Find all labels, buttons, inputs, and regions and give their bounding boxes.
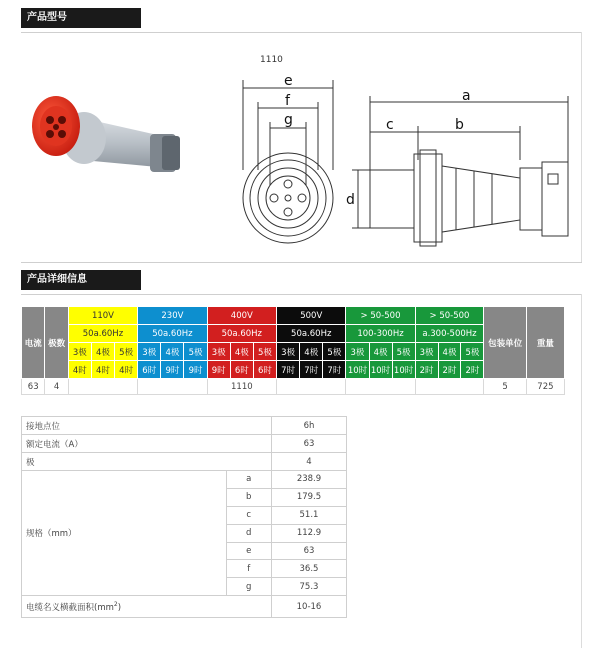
cell-pack: 5 bbox=[484, 379, 526, 395]
hour-cell: 7时 bbox=[323, 361, 346, 379]
cell-poles: 4 bbox=[45, 379, 68, 395]
pole-cell: 3极 bbox=[277, 343, 300, 361]
hour-cell: 6时 bbox=[230, 361, 253, 379]
dim-value: 179.5 bbox=[271, 488, 346, 506]
dim-key: f bbox=[226, 560, 271, 578]
header-current: 电流 bbox=[22, 307, 45, 379]
dim-key: g bbox=[226, 578, 271, 596]
pole-cell: 5极 bbox=[392, 343, 415, 361]
hour-cell: 4时 bbox=[115, 361, 138, 379]
dim-label-a: a bbox=[462, 88, 471, 104]
dim-key: b bbox=[226, 488, 271, 506]
volt-230: 230V bbox=[138, 307, 207, 325]
section-title-detail bbox=[21, 270, 141, 290]
hour-cell: 4时 bbox=[68, 361, 91, 379]
header-pack: 包装单位 bbox=[484, 307, 526, 379]
cell-weight: 725 bbox=[526, 379, 564, 395]
spec-label-size: 规格（mm） bbox=[22, 471, 227, 596]
freq-230: 50a.60Hz bbox=[138, 325, 207, 343]
header-poles: 极数 bbox=[45, 307, 68, 379]
spec-value-cable: 10-16 bbox=[271, 596, 346, 618]
hour-cell: 2时 bbox=[461, 361, 484, 379]
spec-value-poles: 4 bbox=[271, 453, 346, 471]
dim-key: a bbox=[226, 471, 271, 489]
freq-400: 50a.60Hz bbox=[207, 325, 276, 343]
pole-cell: 4极 bbox=[230, 343, 253, 361]
dim-label-g: g bbox=[284, 112, 293, 128]
table-row bbox=[22, 379, 565, 395]
pole-cell: 4极 bbox=[369, 343, 392, 361]
pole-cell: 3极 bbox=[346, 343, 369, 361]
cell-empty bbox=[277, 379, 346, 395]
pole-cell: 5极 bbox=[253, 343, 276, 361]
spec-label-poles: 极 bbox=[22, 453, 272, 471]
hour-cell: 2时 bbox=[415, 361, 438, 379]
drawing-model-label: 1110 bbox=[260, 55, 283, 65]
pole-cell: 3极 bbox=[415, 343, 438, 361]
spec-row bbox=[22, 471, 347, 489]
hour-cell: 4时 bbox=[91, 361, 114, 379]
dim-value: 51.1 bbox=[271, 506, 346, 524]
freq-500: 50a.60Hz bbox=[277, 325, 346, 343]
section-divider bbox=[21, 294, 582, 295]
dim-value: 75.3 bbox=[271, 578, 346, 596]
pole-cell: 3极 bbox=[207, 343, 230, 361]
hour-cell: 9时 bbox=[207, 361, 230, 379]
section-divider bbox=[21, 262, 582, 263]
header-weight: 重量 bbox=[526, 307, 564, 379]
volt-110: 110V bbox=[68, 307, 137, 325]
product-spec-table bbox=[21, 306, 565, 395]
pole-cell: 5极 bbox=[323, 343, 346, 361]
hour-cell: 9时 bbox=[161, 361, 184, 379]
pole-cell: 3极 bbox=[68, 343, 91, 361]
cell-model: 1110 bbox=[207, 379, 276, 395]
dim-value: 238.9 bbox=[271, 471, 346, 489]
cell-empty bbox=[138, 379, 207, 395]
spec-label-earth: 接地点位 bbox=[22, 417, 272, 435]
cell-current: 63 bbox=[22, 379, 45, 395]
pole-cell: 4极 bbox=[161, 343, 184, 361]
volt-50-500-b: > 50-500 bbox=[415, 307, 484, 325]
section-title-text: 产品型号 bbox=[27, 12, 67, 23]
dim-label-e: e bbox=[284, 73, 293, 89]
side-rule bbox=[581, 294, 582, 648]
dim-label-f: f bbox=[285, 93, 290, 109]
cell-empty bbox=[346, 379, 415, 395]
spec-label-cable bbox=[22, 596, 272, 618]
pole-cell: 5极 bbox=[184, 343, 207, 361]
dim-key: e bbox=[226, 542, 271, 560]
dim-label-b: b bbox=[455, 117, 464, 133]
pole-cell: 5极 bbox=[461, 343, 484, 361]
dimension-spec-table bbox=[21, 416, 347, 618]
spec-row bbox=[22, 417, 347, 435]
hour-cell: 7时 bbox=[277, 361, 300, 379]
hour-cell: 10时 bbox=[369, 361, 392, 379]
hour-cell: 10时 bbox=[392, 361, 415, 379]
cable-label-end: ) bbox=[117, 602, 122, 613]
freq-50-500-a: 100-300Hz bbox=[346, 325, 415, 343]
side-rule bbox=[581, 32, 582, 262]
spec-value-earth: 6h bbox=[271, 417, 346, 435]
spec-row bbox=[22, 453, 347, 471]
hour-cell: 2时 bbox=[438, 361, 461, 379]
spec-row bbox=[22, 596, 347, 618]
cell-empty bbox=[415, 379, 484, 395]
pole-cell: 5极 bbox=[115, 343, 138, 361]
cable-label-text: 电缆名义横截面积(mm bbox=[26, 602, 114, 613]
section-divider bbox=[21, 32, 582, 33]
hour-cell: 10时 bbox=[346, 361, 369, 379]
product-photo bbox=[22, 90, 192, 190]
dim-value: 63 bbox=[271, 542, 346, 560]
dim-label-d: d bbox=[346, 192, 355, 208]
dim-key: d bbox=[226, 524, 271, 542]
hour-cell: 9时 bbox=[184, 361, 207, 379]
freq-50-500-b: a.300-500Hz bbox=[415, 325, 484, 343]
pole-cell: 4极 bbox=[91, 343, 114, 361]
freq-110: 50a.60Hz bbox=[68, 325, 137, 343]
spec-row bbox=[22, 435, 347, 453]
pole-cell: 4极 bbox=[438, 343, 461, 361]
spec-value-current: 63 bbox=[271, 435, 346, 453]
volt-50-500-a: > 50-500 bbox=[346, 307, 415, 325]
pole-cell: 3极 bbox=[138, 343, 161, 361]
dim-label-c: c bbox=[386, 117, 394, 133]
hour-cell: 6时 bbox=[253, 361, 276, 379]
cable-label-sup: 2 bbox=[113, 600, 118, 608]
dim-value: 112.9 bbox=[271, 524, 346, 542]
cell-empty bbox=[68, 379, 137, 395]
pole-cell: 4极 bbox=[300, 343, 323, 361]
section-title-model bbox=[21, 8, 141, 28]
dim-key: c bbox=[226, 506, 271, 524]
section-title-text: 产品详细信息 bbox=[27, 274, 87, 285]
volt-500: 500V bbox=[277, 307, 346, 325]
volt-400: 400V bbox=[207, 307, 276, 325]
hour-cell: 6时 bbox=[138, 361, 161, 379]
hour-cell: 7时 bbox=[300, 361, 323, 379]
dimension-drawing bbox=[230, 50, 575, 250]
spec-label-current: 额定电流（A） bbox=[22, 435, 272, 453]
dim-value: 36.5 bbox=[271, 560, 346, 578]
